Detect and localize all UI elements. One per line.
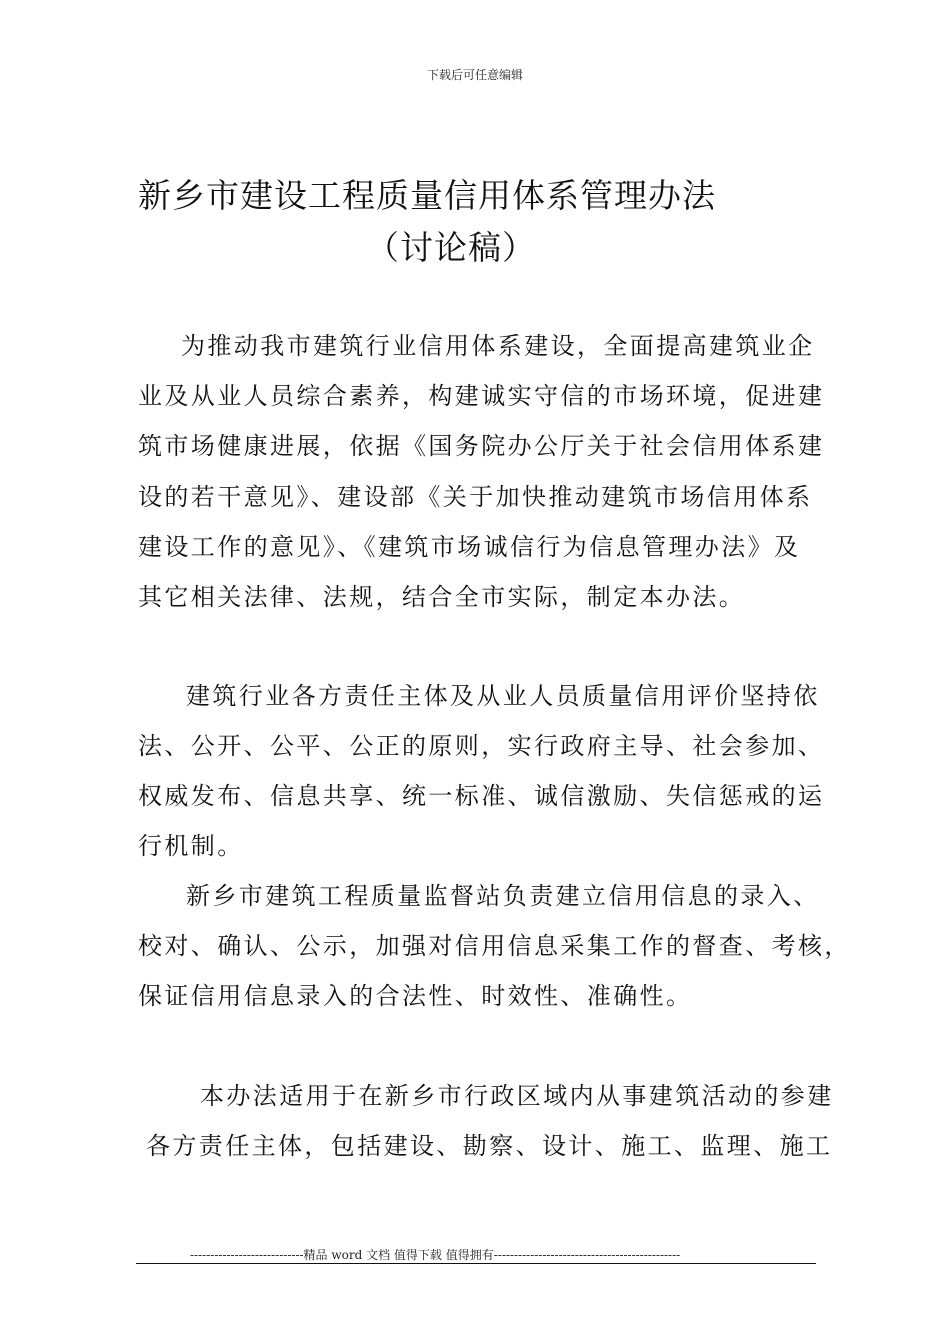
body-line: 法、公开、公平、公正的原则，实行政府主导、社会参加、	[138, 732, 825, 760]
footer-divider	[136, 1263, 816, 1264]
body-line: 新乡市建筑工程质量监督站负责建立信用信息的录入、	[186, 882, 820, 910]
body-line: 本办法适用于在新乡市行政区域内从事建筑活动的参建	[200, 1082, 834, 1110]
body-line: 其它相关法律、法规，结合全市实际，制定本办法。	[138, 583, 746, 611]
body-line: 业及从业人员综合素养，构建诚实守信的市场环境，促进建	[138, 382, 825, 410]
document-title: 新乡市建设工程质量信用体系管理办法	[138, 176, 716, 215]
body-line: 建筑行业各方责任主体及从业人员质量信用评价坚持依	[186, 682, 820, 710]
body-line: 筑市场健康进展，依据《国务院办公厅关于社会信用体系建	[138, 432, 825, 460]
footer-text: ----------------------------精品 word 文档 值得下载 值得拥有----------------------------------------------	[190, 1248, 681, 1262]
body-line: 行机制。	[138, 832, 244, 860]
body-line: 各方责任主体，包括建设、勘察、设计、施工、监理、施工	[146, 1132, 833, 1160]
body-line: 权威发布、信息共享、统一标准、诚信激励、失信惩戒的运	[138, 782, 825, 810]
body-line: 校对、确认、公示，加强对信用信息采集工作的督查、考核，	[138, 932, 851, 960]
body-line: 为推动我市建筑行业信用体系建设，全面提高建筑业企	[181, 332, 815, 360]
body-line: 建设工作的意见》、《建筑市场诚信行为信息管理办法》及	[138, 533, 801, 561]
body-line: 设的若干意见》、建设部《关于加快推动建筑市场信用体系	[138, 483, 813, 511]
header-note: 下载后可任意编辑	[426, 68, 523, 82]
body-line: 保证信用信息录入的合法性、时效性、准确性。	[138, 982, 693, 1010]
document-subtitle: （讨论稿）	[366, 228, 536, 267]
